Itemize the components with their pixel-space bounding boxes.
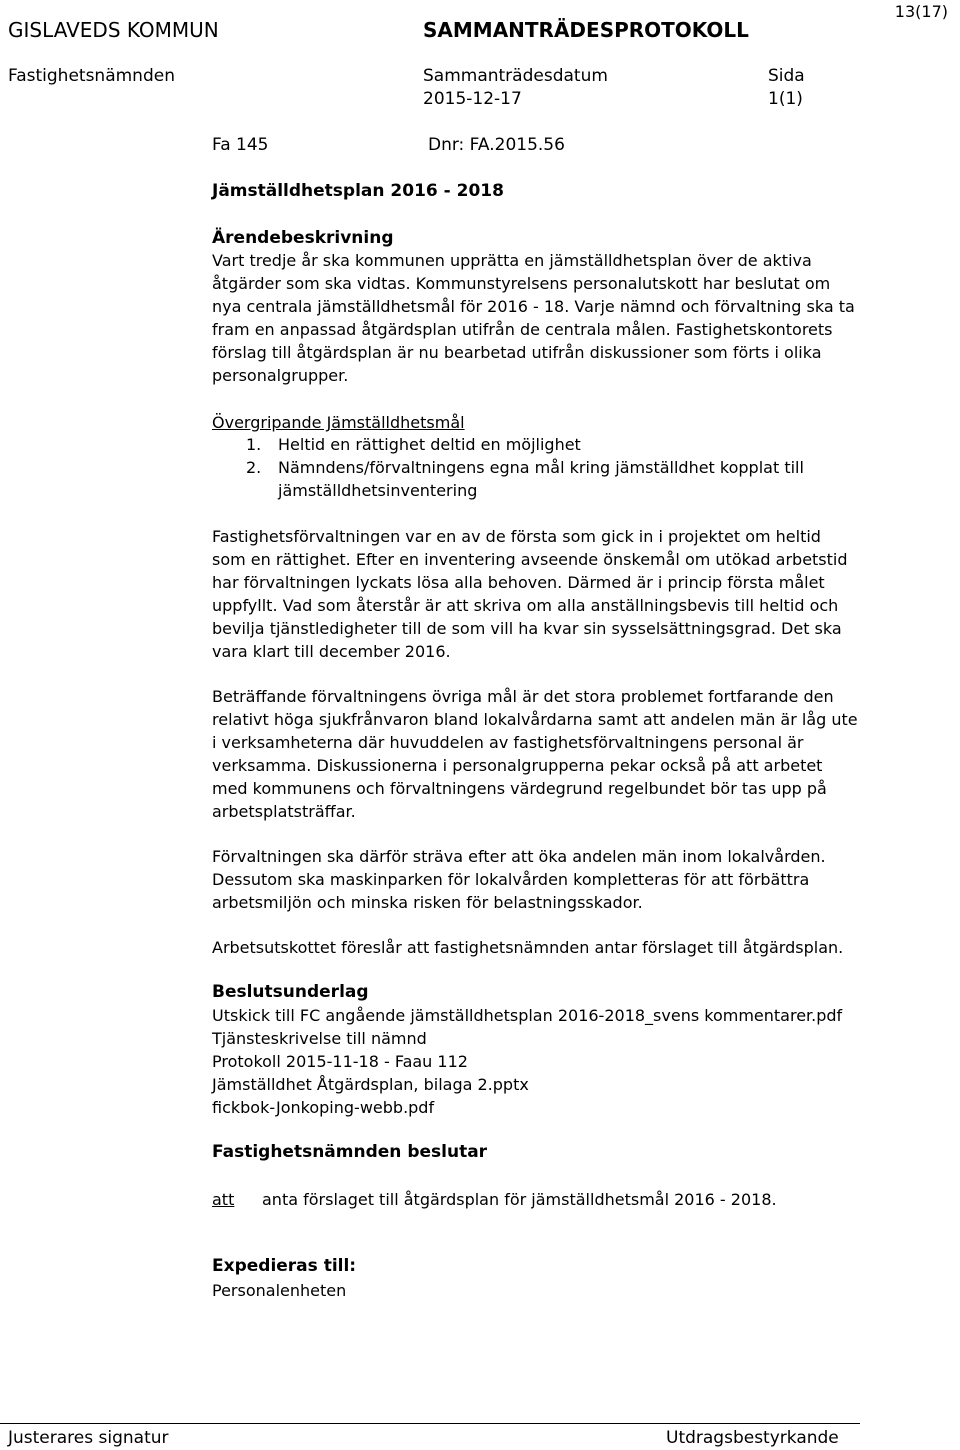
text-line: med kommunens och förvaltningens värdegrund regelbundet bör tas upp på — [212, 779, 827, 798]
meeting-date-label: Sammanträdesdatum — [423, 66, 608, 86]
text-line: åtgärder som ska vidtas. Kommunstyrelsens personalutskott har beslutat om — [212, 274, 831, 293]
list-item: Jämställdhet Åtgärdsplan, bilaga 2.pptx — [212, 1075, 529, 1094]
goals-heading: Övergripande Jämställdhetsmål — [212, 413, 465, 432]
arende-description — [212, 249, 855, 387]
text-line: nya centrala jämställdhetsmål för 2016 - 18. Varje nämnd och förvaltning ska ta — [212, 297, 855, 316]
goal-text: Heltid en rättighet deltid en möjlighet — [278, 435, 581, 454]
text-line: Dessutom ska maskinparken för lokalvården kompletteras för att förbättra — [212, 870, 810, 889]
case-paragraph-number: Fa 145 — [212, 135, 269, 155]
list-item: Utskick till FC angående jämställdhetsplan 2016-2018_svens kommentarer.pdf — [212, 1006, 843, 1025]
text-line: Fastighetsförvaltningen var en av de första som gick in i projektet om heltid — [212, 527, 821, 546]
text-line: Arbetsutskottet föreslår att fastighetsnämnden antar förslaget till åtgärdsplan. — [212, 938, 844, 957]
list-item: Tjänsteskrivelse till nämnd — [212, 1029, 427, 1048]
body-paragraph — [212, 845, 848, 914]
section-heading-expedieras: Expedieras till: — [212, 1256, 357, 1276]
decision-text: anta förslaget till åtgärdsplan för jämställdhetsmål 2016 - 2018. — [262, 1190, 777, 1209]
text-line: i verksamheterna där huvuddelen av fastighetsförvaltningens personal är — [212, 733, 804, 752]
case-title: Jämställdhetsplan 2016 - 2018 — [212, 181, 504, 201]
text-line: vara klart till december 2016. — [212, 642, 451, 661]
text-line: Vart tredje år ska kommunen upprätta en jämställdhetsplan över de aktiva — [212, 251, 812, 270]
page-of-total: 13(17) — [894, 2, 948, 21]
section-heading-beslut: Fastighetsnämnden beslutar — [212, 1142, 488, 1162]
organization-name: GISLAVEDS KOMMUN — [8, 18, 219, 42]
text-line: uppfyllt. Vad som återstår är att skriva om alla anställningsbevis till heltid och — [212, 596, 839, 615]
goal-number: 2. — [246, 458, 262, 477]
goal-text: Nämndens/förvaltningens egna mål kring jämställdhet kopplat till — [278, 458, 804, 477]
text-line: bevilja tjänstledigheter till de som vill ha kvar sin sysselsättningsgrad. Det ska — [212, 619, 842, 638]
list-item: fickbok-Jonkoping-webb.pdf — [212, 1098, 435, 1117]
decision-prefix: att — [212, 1190, 235, 1209]
text-line: arbetsplatsträffar. — [212, 802, 356, 821]
section-heading-beslutsunderlag: Beslutsunderlag — [212, 982, 369, 1002]
page-label: Sida — [768, 66, 805, 86]
text-line: förslag till åtgärdsplan är nu bearbetad utifrån diskussioner som förts i olika — [212, 343, 822, 362]
body-paragraph — [212, 936, 848, 959]
text-line: Förvaltningen ska därför sträva efter att öka andelen män inom lokalvården. — [212, 847, 826, 866]
list-item: Protokoll 2015-11-18 - Faau 112 — [212, 1052, 468, 1071]
section-heading-arendebeskrivning: Ärendebeskrivning — [212, 228, 394, 248]
text-line: fram en anpassad åtgärdsplan utifrån de centrala målen. Fastighetskontorets — [212, 320, 833, 339]
footer-signature-label: Justerares signatur — [8, 1428, 169, 1448]
text-line: som en rättighet. Efter en inventering avseende önskemål om utökad arbetstid — [212, 550, 848, 569]
text-line: Beträffande förvaltningens övriga mål är det stora problemet fortfarande den — [212, 687, 834, 706]
body-paragraph — [212, 685, 858, 823]
committee-label: Fastighetsnämnden — [8, 66, 175, 86]
recipient: Personalenheten — [212, 1281, 347, 1300]
document-type: SAMMANTRÄDESPROTOKOLL — [423, 18, 749, 42]
decision-basis-list — [212, 1004, 848, 1119]
footer-divider — [0, 1423, 860, 1424]
footer-certification-label: Utdragsbestyrkande — [666, 1428, 839, 1448]
text-line: verksamma. Diskussionerna i personalgrupperna pekar också på att arbetet — [212, 756, 823, 775]
text-line: arbetsmiljön och minska risken för belastningsskador. — [212, 893, 643, 912]
goal-text: jämställdhetsinventering — [278, 481, 478, 500]
page-value: 1(1) — [768, 89, 803, 109]
meeting-date: 2015-12-17 — [423, 89, 522, 109]
body-paragraph — [212, 525, 848, 663]
text-line: relativt höga sjukfrånvaron bland lokalvårdarna samt att andelen män är låg ute — [212, 710, 858, 729]
text-line: har förvaltningen lyckats lösa alla behoven. Därmed är i princip första målet — [212, 573, 825, 592]
case-dnr: Dnr: FA.2015.56 — [428, 135, 565, 155]
goal-number: 1. — [246, 435, 262, 454]
text-line: personalgrupper. — [212, 366, 349, 385]
